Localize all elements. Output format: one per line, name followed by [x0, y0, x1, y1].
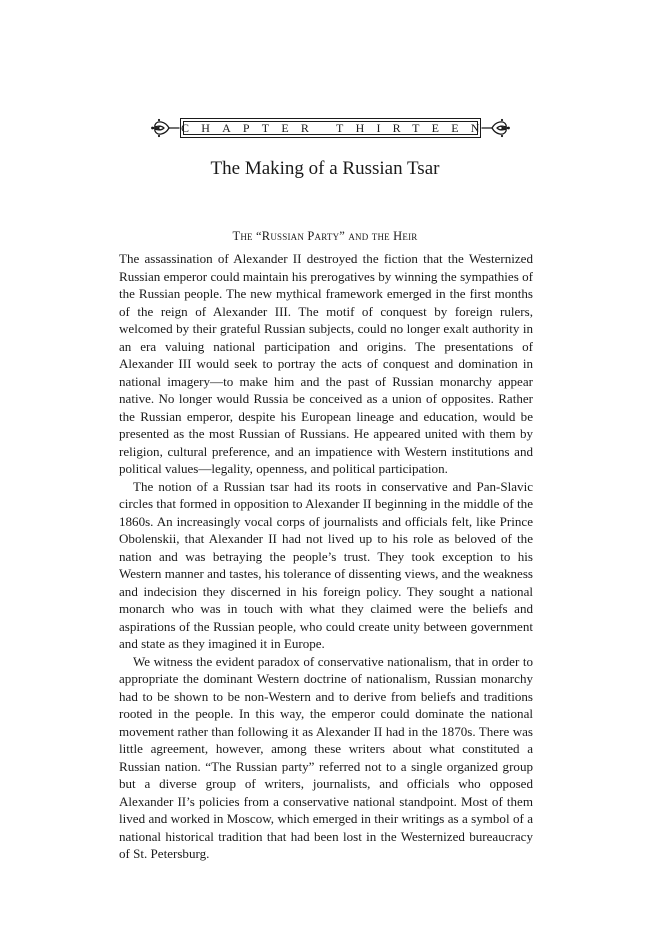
body-text [119, 250, 533, 863]
section-heading: The “Russian Party” and the Heir [232, 229, 418, 243]
paragraph: We witness the evident paradox of conservative nationalism, that in order to appropriate the dominant Western doctrine of nationalism, Russian monarchy had to be shown to be non-Western and to derive from beliefs and traditions rooted in the people. In this way, the emperor could dominate the national movement rather than following it as Alexander II had in the 1870s. There was little agreement, however, among these writers about what constituted a Russian nation. “The Russian party” referred not to a single organized group but a diverse group of writers, journalists, and officials who opposed Alexander II’s policies from a conservative national standpoint. Most of them lived and worked in Moscow, which emerged in their writings as a symbol of a national historical tradition that had been lost in the Westernized bureaucracy of St. Petersburg. [119, 653, 533, 861]
chapter-label-box [180, 118, 492, 138]
paragraph: The assassination of Alexander II destroyed the fiction that the Westernized Russian emperor could maintain his prerogatives by winning the sympathies of the Russian people. The new mythical framework emerged in the first months of the reign of Alexander III. The motif of conquest by foreign rulers, welcomed by their grateful Russian subjects, could no longer exalt authority in an era valuing national participation and origins. The presentations of Alexander III would seek to portray the acts of conquest and domination in national imagery—to make him and the past of Russian monarchy appear native. No longer would Russia be conceived as a union of opposites. Rather the Russian emperor, despite his European lineage and education, would be presented as the most Russian of Russians. He appeared united with them by religion, cultural preference, and an impatience with Western institutions and political values—legality, openness, and political participation. [119, 251, 533, 476]
chapter-banner [150, 116, 492, 140]
left-fleuron-ornament-icon [150, 116, 180, 140]
chapter-title: The Making of a Russian Tsar [210, 158, 440, 179]
chapter-label: CHAPTER THIRTEEN [181, 120, 492, 135]
paragraph: The notion of a Russian tsar had its roots in conservative and Pan-Slavic circles that formed in opposition to Alexander II beginning in the middle of the 1860s. An increasingly vocal corps of journalists and officials felt, like Prince Obolenskii, that Alexander II had not lived up to his role as beloved of the nation and was betraying the people’s trust. They took exception to his Western manner and tastes, his tolerance of dissenting views, and the weakness and indecision they discerned in his foreign policy. They sought a national monarch who was in touch with what they claimed were the beliefs and aspirations of the Russian people, who could create unity between government and state as they imagined it in Europe. [119, 478, 533, 651]
